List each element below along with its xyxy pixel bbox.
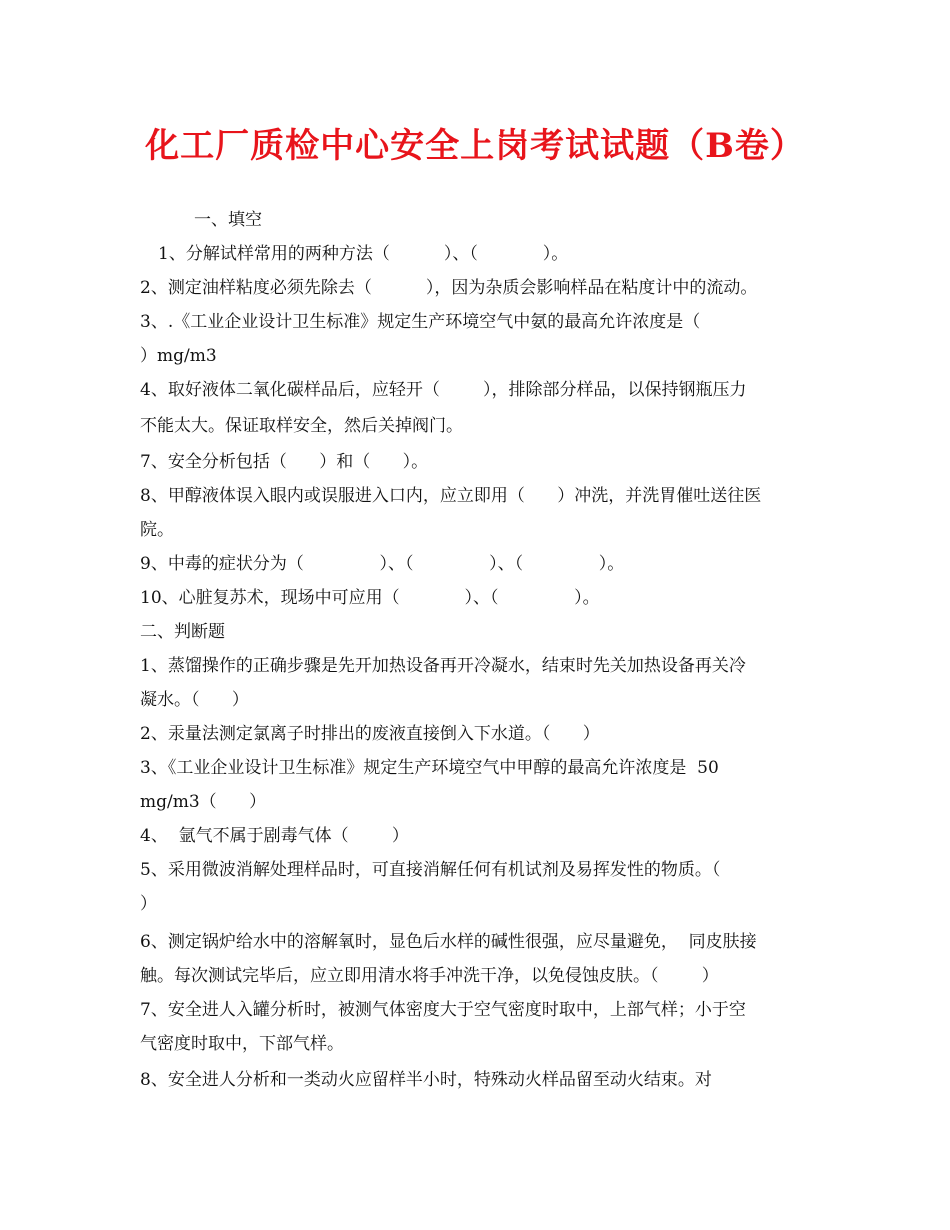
question-line: 1、分解试样常用的两种方法（ ）、（ ）。 [158, 244, 569, 264]
question-line: 8、甲醇液体误入眼内或误服进入口内，应立即用（ ）冲洗，并洗胃催吐送往医 [140, 486, 762, 506]
question-line: 10、心脏复苏术，现场中可应用（ ）、（ ）。 [140, 588, 600, 608]
question-line: 7、安全分析包括（ ）和（ ）。 [140, 452, 429, 472]
question-line: 9、中毒的症状分为（ ）、（ ）、（ ）。 [140, 554, 625, 574]
question-line: ） [140, 894, 157, 914]
question-line: 8、安全进人分析和一类动火应留样半小时，特殊动火样品留至动火结束。对 [140, 1070, 712, 1090]
section-heading-fill-blank: 一、填空 [194, 210, 262, 230]
question-line: 5、采用微波消解处理样品时，可直接消解任何有机试剂及易挥发性的物质。（ [140, 860, 721, 880]
question-line: 1、蒸馏操作的正确步骤是先开加热设备再开冷凝水，结束时先关加热设备再关冷 [140, 656, 746, 676]
question-line: 不能太大。保证取样安全，然后关掉阀门。 [140, 416, 463, 436]
question-line: 4、 氩气不属于剧毒气体（ ） [140, 826, 409, 846]
question-line: 2、汞量法测定氯离子时排出的废液直接倒入下水道。（ ） [140, 724, 600, 744]
question-line: 凝水。（ ） [140, 690, 249, 710]
question-line: 3、.《工业企业设计卫生标准》规定生产环境空气中氨的最高允许浓度是（ [140, 312, 701, 332]
question-line: 院。 [140, 520, 174, 540]
question-line: 6、测定锅炉给水中的溶解氧时，显色后水样的碱性很强，应尽量避免， 同皮肤接 [140, 932, 757, 952]
question-line: ）mg/m3 [140, 346, 217, 366]
question-line: 3、《工业企业设计卫生标准》规定生产环境空气中甲醇的最高允许浓度是 50 [140, 758, 719, 778]
question-line: 4、取好液体二氧化碳样品后，应轻开（ ），排除部分样品，以保持钢瓶压力 [140, 380, 747, 400]
question-line: 7、安全进人入罐分析时，被测气体密度大于空气密度时取中，上部气样；小于空 [140, 1000, 746, 1020]
page-title: 化工厂质检中心安全上岗考试试题（B卷） [145, 126, 805, 166]
section-heading-true-false: 二、判断题 [140, 622, 225, 642]
question-line: 气密度时取中，下部气样。 [140, 1034, 344, 1054]
question-line: 2、测定油样粘度必须先除去（ ），因为杂质会影响样品在粘度计中的流动。 [140, 278, 758, 298]
question-line: mg/m3（ ） [140, 792, 267, 812]
question-line: 触。每次测试完毕后，应立即用清水将手冲洗干净，以免侵蚀皮肤。（ ） [140, 966, 719, 986]
